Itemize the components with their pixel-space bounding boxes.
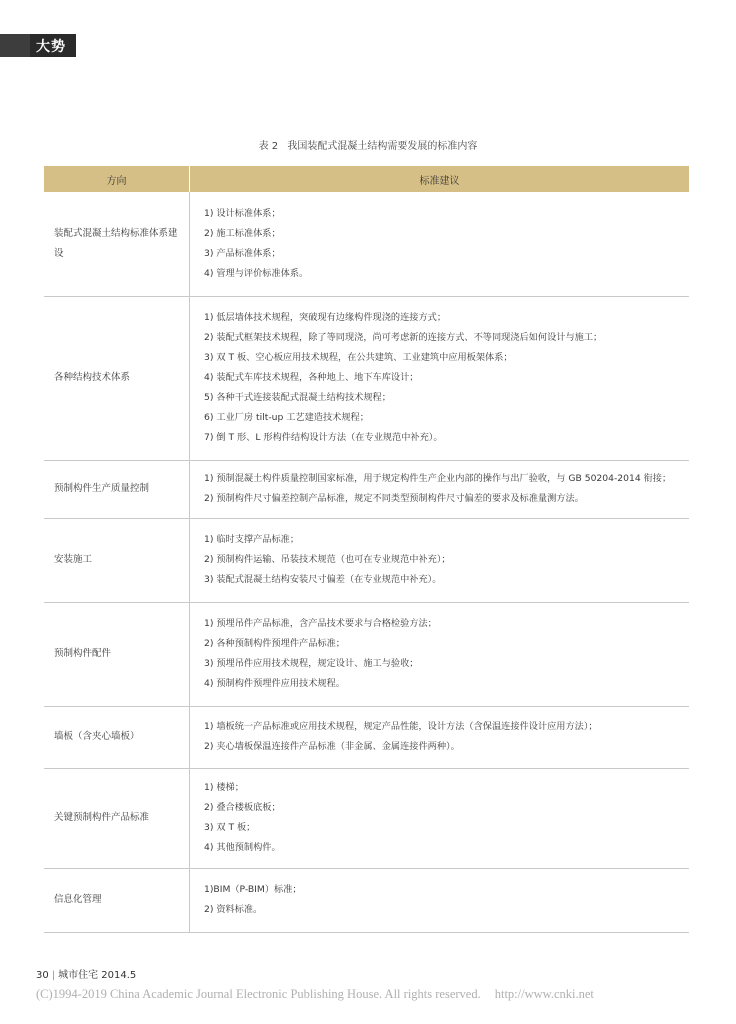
list-item: 2) 预制构件尺寸偏差控制产品标准，规定不同类型预制构件尺寸偏差的要求及标准量测方法。 bbox=[204, 493, 584, 504]
row-direction: 预制构件配件 bbox=[44, 602, 190, 706]
row-items bbox=[190, 768, 690, 868]
table-row bbox=[44, 706, 689, 768]
list-item: 3) 产品标准体系； bbox=[204, 247, 281, 259]
list-item: 2) 各种预制构件预埋件产品标准； bbox=[204, 638, 345, 649]
list-item: 1) 临时支撑产品标准； bbox=[204, 534, 300, 545]
table-title: 我国装配式混凝土结构需要发展的标准内容 bbox=[287, 141, 478, 152]
table-row bbox=[44, 768, 689, 868]
row-direction: 各种结构技术体系 bbox=[44, 296, 190, 460]
copyright-watermark bbox=[36, 987, 594, 1002]
list-item: 3) 双 T 板； bbox=[204, 822, 256, 833]
table-row bbox=[44, 460, 689, 518]
section-tag-label: 大势 bbox=[36, 39, 66, 55]
copyright-text: (C)1994-2019 China Academic Journal Electronic Publishing House. All rights reserved. bbox=[36, 987, 481, 1001]
list-item: 2) 叠合楼板底板； bbox=[204, 802, 281, 813]
row-direction: 装配式混凝土结构标准体系建设 bbox=[44, 192, 190, 296]
row-direction: 安装施工 bbox=[44, 518, 190, 602]
row-direction: 信息化管理 bbox=[44, 868, 190, 932]
list-item: 2) 装配式框架技术规程，除了等同现浇，尚可考虑新的连接方式、不等同现浇后如何设计与施工； bbox=[204, 332, 603, 343]
list-item: 4) 装配式车库技术规程，各种地上、地下车库设计； bbox=[204, 372, 419, 383]
list-item: 4) 其他预制构件。 bbox=[204, 842, 281, 853]
table-caption bbox=[0, 137, 736, 152]
page-footer: 30 | 城市住宅 2014.5 bbox=[36, 970, 137, 981]
row-items bbox=[190, 192, 690, 296]
row-direction: 墙板（含夹心墙板） bbox=[44, 706, 190, 768]
table-row bbox=[44, 192, 689, 296]
list-item: 1) 预埋吊件产品标准，含产品技术要求与合格检验方法； bbox=[204, 618, 437, 629]
list-item: 3) 装配式混凝土结构安装尺寸偏差（在专业规范中补充）。 bbox=[204, 574, 442, 585]
section-tag bbox=[0, 34, 76, 57]
list-item: 1)BIM（P-BIM）标准； bbox=[204, 884, 302, 895]
list-item: 2) 预制构件运输、吊装技术规范（也可在专业规范中补充）； bbox=[204, 554, 451, 565]
row-items bbox=[190, 518, 690, 602]
table-row bbox=[44, 296, 689, 460]
list-item: 6) 工业厂房 tilt-up 工艺建造技术规程； bbox=[204, 412, 369, 423]
row-items bbox=[190, 602, 690, 706]
row-items bbox=[190, 706, 690, 768]
table-row bbox=[44, 602, 689, 706]
list-item: 7) 倒 T 形、L 形构件结构设计方法（在专业规范中补充）。 bbox=[204, 432, 443, 443]
list-item: 2) 夹心墙板保温连接件产品标准（非金属、金属连接件两种）。 bbox=[204, 741, 460, 752]
header-standard: 标准建议 bbox=[190, 166, 690, 192]
header-direction: 方向 bbox=[44, 166, 190, 192]
list-item: 1) 低层墙体技术规程，突破现有边缘构件现浇的连接方式； bbox=[204, 312, 447, 323]
journal-name: 城市住宅 2014.5 bbox=[58, 970, 137, 981]
row-items bbox=[190, 460, 690, 518]
list-item: 2) 资料标准。 bbox=[204, 904, 263, 915]
list-item: 1) 预制混凝土构件质量控制国家标准，用于规定构件生产企业内部的操作与出厂验收，与 GB 50204-2014 衔接； bbox=[204, 473, 672, 484]
row-items bbox=[190, 868, 690, 932]
list-item: 1) 楼梯； bbox=[204, 782, 244, 793]
row-direction: 预制构件生产质量控制 bbox=[44, 460, 190, 518]
watermark-url: http://www.cnki.net bbox=[494, 987, 594, 1001]
list-item: 1) 设计标准体系； bbox=[204, 207, 281, 219]
list-item: 2) 施工标准体系； bbox=[204, 227, 281, 239]
table-header-row bbox=[44, 166, 689, 192]
row-items bbox=[190, 296, 690, 460]
page-number: 30 bbox=[36, 970, 49, 981]
table-row bbox=[44, 868, 689, 932]
table-row bbox=[44, 518, 689, 602]
list-item: 1) 墙板统一产品标准或应用技术规程，规定产品性能，设计方法（含保温连接件设计应用方法）； bbox=[204, 721, 598, 732]
list-item: 5) 各种干式连接装配式混凝土结构技术规程； bbox=[204, 392, 391, 403]
list-item: 4) 预制构件预埋件应用技术规程。 bbox=[204, 678, 345, 689]
list-item: 3) 双 T 板、空心板应用技术规程，在公共建筑、工业建筑中应用板架体系； bbox=[204, 352, 513, 363]
standards-table bbox=[44, 166, 689, 933]
list-item: 3) 预埋吊件应用技术规程，规定设计、施工与验收； bbox=[204, 658, 419, 669]
table-number: 表 2 bbox=[258, 141, 279, 152]
tag-stripe bbox=[0, 34, 30, 57]
list-item: 4) 管理与评价标准体系。 bbox=[204, 267, 309, 279]
row-direction: 关键预制构件产品标准 bbox=[44, 768, 190, 868]
